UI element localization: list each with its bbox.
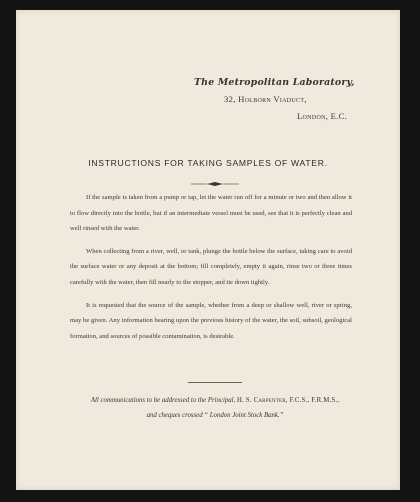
- document-title: INSTRUCTIONS FOR TAKING SAMPLES OF WATER.: [88, 158, 328, 168]
- paragraph-pump-or-tap: If the sample is taken from a pump or tap, let the water run off for a minute or two and then allow it to flow directly into the bottle, but if an intermediate vessel must be used, see that it is perfectly clean and well rinsed with the water.: [70, 194, 352, 233]
- footer-note: [40, 393, 390, 423]
- laboratory-address: 32, Holborn Viaduct,: [224, 94, 307, 104]
- principal-name: H. S. Carpenter, F.C.S., F.R.M.S.,: [236, 397, 340, 404]
- footer-prefix: All communications to be addressed to the Principal,: [90, 397, 236, 404]
- laboratory-name: The Metropolitan Laboratory,: [194, 77, 355, 88]
- ornament-divider-icon: [190, 179, 240, 189]
- letterhead: [194, 74, 364, 125]
- instructions-body: [70, 190, 352, 351]
- divider-rule: [188, 382, 242, 383]
- paragraph-source-information: It is requested that the source of the sample, whether from a deep or shallow well, river or spring, may be given. Any information bearing upon the previous history of the water, the soil, subsoil, geological formation, and sources of possible contamination, is desirable.: [70, 301, 352, 340]
- laboratory-city: London, E.C.: [297, 111, 348, 121]
- paragraph-river-well-tank: When collecting from a river, well, or tank, plunge the bottle below the surface, taking care to avoid the surface water or any deposit at the bottom; fill completely, empty it again, rinse two or three times carefully with the water, then fill nearly to the stopper, and tie down tightly.: [70, 247, 352, 286]
- footer-line-1: [40, 393, 390, 408]
- footer-line-2: and cheques crossed “ London Joint Stock Bank.”: [146, 412, 284, 419]
